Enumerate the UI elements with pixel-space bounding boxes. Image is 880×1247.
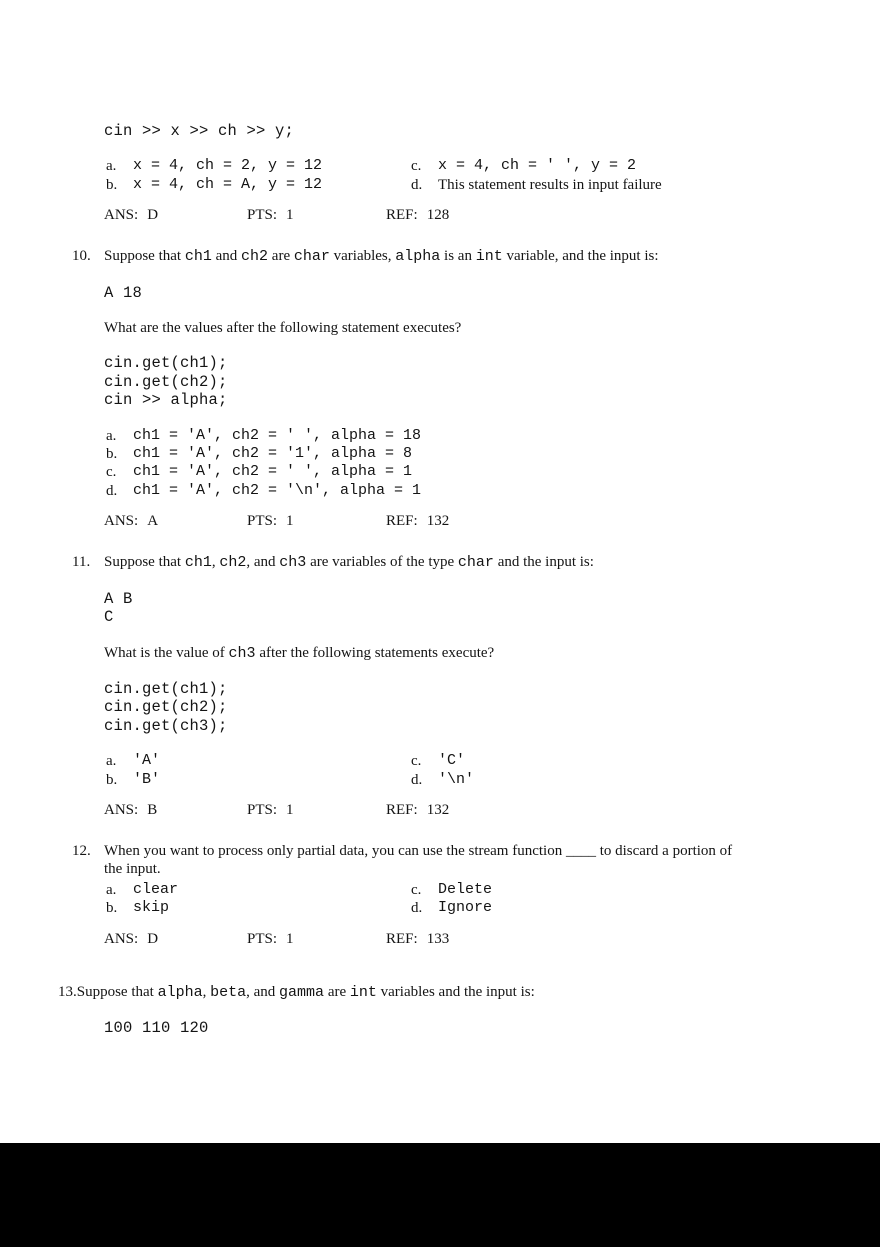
stem-text: and: [211, 248, 242, 265]
stem-text: variables,: [329, 248, 396, 265]
option-text: x = 4, ch = ' ', y = 2: [438, 157, 637, 175]
stem-text: Suppose that: [76, 983, 158, 1000]
option-letter: c.: [411, 158, 422, 175]
option-letter: b.: [106, 771, 118, 788]
question-stem: [104, 553, 844, 572]
option-row: [104, 427, 844, 445]
stem-text: ,: [202, 983, 211, 1000]
code-statement: cin >> x >> ch >> y;: [104, 122, 295, 140]
ref-label: REF:: [386, 801, 418, 818]
pts-label: PTS:: [247, 207, 278, 224]
option-letter: d.: [411, 900, 423, 917]
option-row: [104, 881, 844, 899]
code-line: cin.get(ch2);: [104, 372, 228, 391]
inline-code: ch3: [228, 644, 256, 662]
question-text-run: What is the value of: [104, 644, 229, 661]
inline-code: int: [349, 983, 377, 1001]
pts-label: PTS:: [247, 801, 278, 818]
answer-line: [104, 206, 844, 225]
ref-value: 128: [426, 207, 450, 224]
option-row: [104, 752, 844, 770]
option-letter: a.: [106, 427, 117, 444]
option-text: ch1 = 'A', ch2 = ' ', alpha = 18: [133, 426, 422, 444]
inline-code: char: [457, 554, 494, 572]
stem-line: the input.: [104, 861, 161, 878]
code-block: [104, 680, 844, 735]
ref-label: REF:: [386, 513, 418, 530]
ans-value: A: [147, 513, 159, 530]
footer-black-bar: [0, 1143, 880, 1247]
question-text: What are the values after the following statement executes?: [104, 320, 462, 337]
ref-value: 132: [426, 513, 450, 530]
ref-value: 132: [426, 801, 450, 818]
option-text: 'A': [133, 752, 161, 770]
option-text: ch1 = 'A', ch2 = '\n', alpha = 1: [133, 481, 422, 499]
question-10: [72, 247, 844, 531]
code-line: cin.get(ch3);: [104, 716, 228, 735]
pts-value: 1: [286, 513, 294, 530]
pts-value: 1: [286, 207, 294, 224]
option-text: Ignore: [438, 899, 493, 917]
inline-code: ch2: [241, 248, 269, 266]
stem-line: When you want to process only partial data, you can use the stream function ____ to discard a portion of: [104, 842, 733, 859]
stem-text: is an: [440, 248, 476, 265]
option-letter: d.: [106, 482, 118, 499]
inline-code: int: [475, 248, 503, 266]
option-letter: a.: [106, 881, 117, 898]
question-9-fragment: [104, 122, 844, 225]
input-line: A 18: [104, 283, 143, 302]
q10-options: [104, 427, 844, 501]
inline-code: ch1: [184, 554, 212, 572]
option-row: [104, 771, 844, 789]
stem-text: are: [324, 983, 350, 1000]
stem-text: variables and the input is:: [376, 983, 535, 1000]
stem-text: are variables of the type: [306, 554, 458, 571]
inline-code: alpha: [157, 983, 203, 1001]
answer-line: [104, 930, 844, 949]
ans-label: ANS:: [104, 207, 139, 224]
stem-text: are: [268, 248, 294, 265]
option-text: 'B': [133, 770, 161, 788]
input-line: A B: [104, 589, 133, 608]
answer-line: [104, 801, 844, 820]
pts-label: PTS:: [247, 930, 278, 947]
option-letter: c.: [411, 753, 422, 770]
question-stem: [104, 842, 844, 879]
stem-text: variable, and the input is:: [502, 248, 659, 265]
question-stem: [104, 247, 844, 266]
option-row: [104, 899, 844, 917]
pts-value: 1: [286, 930, 294, 947]
input-line: 100 110 120: [104, 1018, 209, 1037]
code-line: cin.get(ch1);: [104, 679, 228, 698]
q12-options: [104, 881, 844, 918]
option-text: ch1 = 'A', ch2 = '1', alpha = 8: [133, 445, 413, 463]
ans-value: D: [147, 930, 159, 947]
option-row: [104, 157, 844, 175]
option-letter: c.: [411, 881, 422, 898]
answer-line: [104, 512, 844, 531]
stem-text: and the input is:: [493, 554, 594, 571]
option-text: This statement results in input failure: [438, 176, 662, 193]
input-block: [104, 590, 844, 627]
code-line: cin >> alpha;: [104, 391, 228, 410]
q9-options: [104, 157, 844, 194]
inline-code: ch3: [279, 554, 307, 572]
option-text: 'C': [438, 752, 466, 770]
inline-code: ch2: [219, 554, 247, 572]
pts-label: PTS:: [247, 513, 278, 530]
option-row: [104, 482, 844, 500]
option-letter: d.: [411, 771, 423, 788]
option-letter: c.: [106, 464, 117, 481]
question-number: 11.: [72, 554, 91, 571]
option-text: Delete: [438, 880, 493, 898]
inline-code: beta: [210, 983, 247, 1001]
option-text: x = 4, ch = 2, y = 12: [133, 157, 323, 175]
ans-value: B: [147, 801, 158, 818]
question-13: [58, 983, 844, 1038]
ref-label: REF:: [386, 207, 418, 224]
option-row: [104, 445, 844, 463]
option-row: [104, 176, 844, 194]
question-number: 10.: [72, 248, 91, 265]
question-number: 12.: [72, 842, 91, 859]
ans-label: ANS:: [104, 801, 139, 818]
code-line: cin.get(ch2);: [104, 698, 228, 717]
option-letter: b.: [106, 446, 118, 463]
option-text: ch1 = 'A', ch2 = ' ', alpha = 1: [133, 463, 413, 481]
q11-options: [104, 752, 844, 789]
option-letter: b.: [106, 900, 118, 917]
inline-code: gamma: [279, 983, 325, 1001]
option-text: skip: [133, 899, 170, 917]
option-letter: d.: [411, 176, 423, 193]
stem-text: , and: [246, 554, 280, 571]
ans-value: D: [147, 207, 159, 224]
ref-label: REF:: [386, 930, 418, 947]
ref-value: 133: [426, 930, 450, 947]
stem-text: , and: [246, 983, 280, 1000]
pts-value: 1: [286, 801, 294, 818]
option-text: x = 4, ch = A, y = 12: [133, 175, 323, 193]
option-text: clear: [133, 880, 179, 898]
question-text-run: after the following statements execute?: [255, 644, 495, 661]
question-stem: [58, 983, 844, 1002]
code-block: [104, 354, 844, 409]
question-12: [72, 842, 844, 949]
question-text: [104, 644, 844, 663]
code-line: cin.get(ch1);: [104, 354, 228, 373]
option-text: '\n': [438, 770, 475, 788]
inline-code: ch1: [184, 248, 212, 266]
stem-text: Suppose that: [104, 248, 185, 265]
option-letter: a.: [106, 158, 117, 175]
stem-text: ,: [211, 554, 220, 571]
option-letter: b.: [106, 176, 118, 193]
inline-code: char: [293, 248, 330, 266]
inline-code: alpha: [395, 248, 441, 266]
stem-text: Suppose that: [104, 554, 185, 571]
ans-label: ANS:: [104, 513, 139, 530]
question-11: [72, 553, 844, 820]
ans-label: ANS:: [104, 930, 139, 947]
page-content: [58, 122, 844, 1037]
input-line: C: [104, 608, 114, 627]
option-letter: a.: [106, 753, 117, 770]
question-number: 13.: [58, 983, 77, 1000]
option-row: [104, 463, 844, 481]
